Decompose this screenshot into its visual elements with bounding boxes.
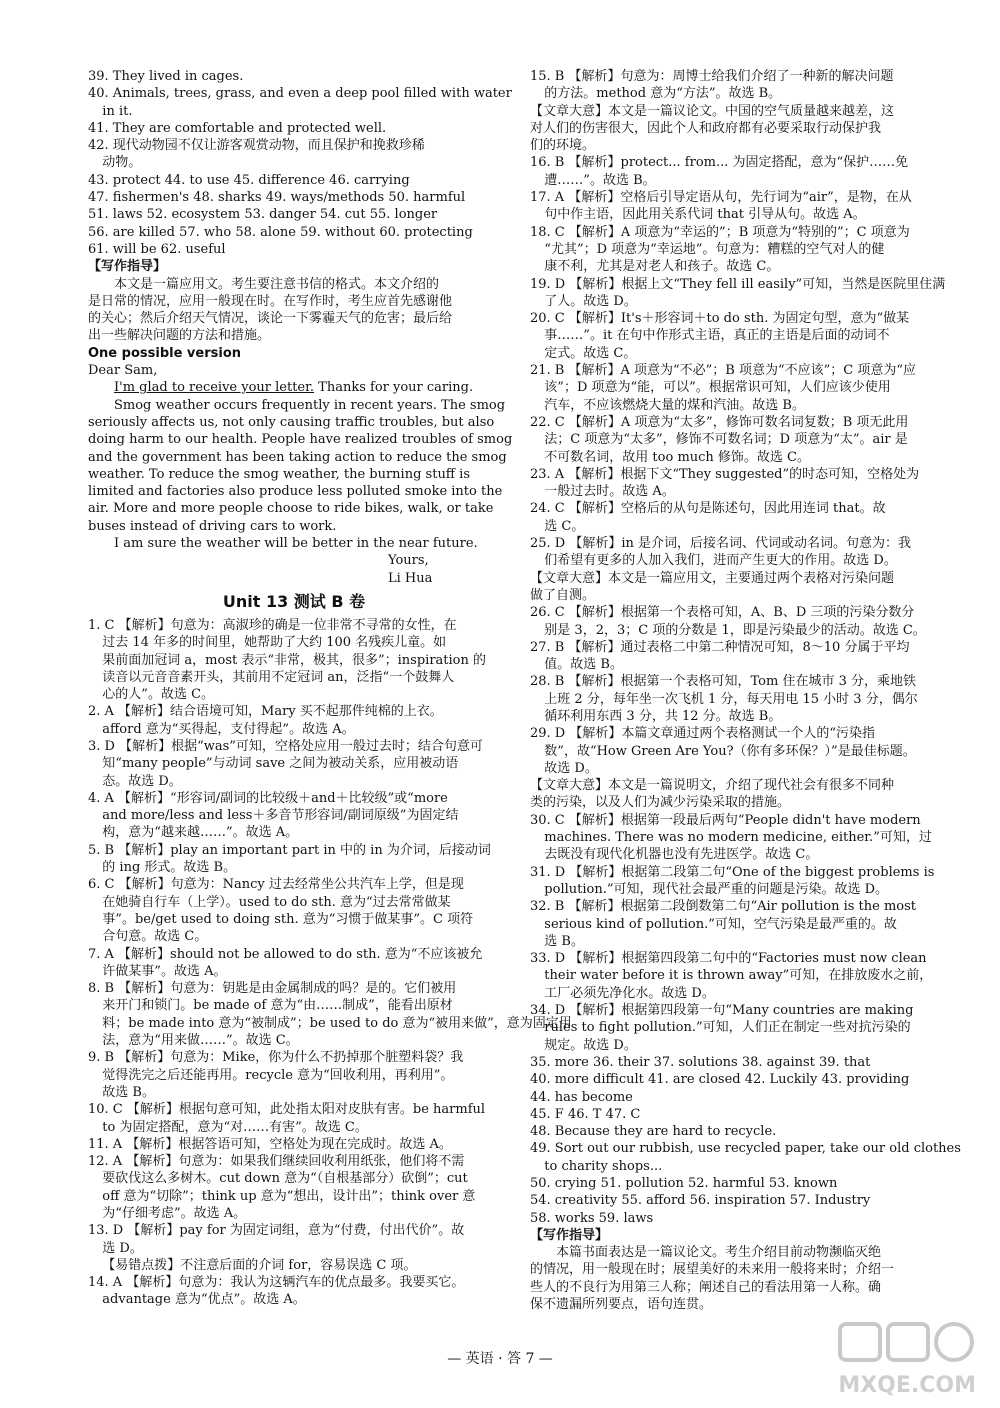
left-text-line: and the government has been taking action to reduce the smog [88,449,507,465]
left-text-line: 在她骑自行车（上学）。used to do sth. 意为“过去常常做某 [102,894,451,910]
right-text-line: pollution.”可知，现代社会最严重的问题是污染。故选 D。 [544,881,889,897]
left-text-line: 过去 14 年多的时间里，她帮助了大约 100 名残疾儿童。如 [102,635,447,651]
right-text-line: 31. D 【解析】根据第二段第二句“One of the biggest problems is [530,864,935,880]
left-text-line: 料；be made into 意为“被制成”；be used to do 意为“被用来做”，意为固定用 [102,1015,572,1031]
left-text-line: 法，意为“用来做……”。故选 C。 [102,1033,299,1049]
right-text-line: 【文章大意】本文是一篇说明文，介绍了现代社会有很多不同种 [530,778,895,794]
left-text-line: 【易错点拨】不注意后面的介词 for，容易误选 C 项。 [102,1257,417,1273]
right-text-line: 些人的不良行为用第三人称；阐述自己的看法用第一人称。确 [530,1279,882,1295]
left-text-line: 6. C 【解析】句意为：Nancy 过去经常坐公共汽车上学，但是现 [88,877,464,893]
right-text-line: 汽车，不应该燃烧大量的煤和汽油。故选 B。 [544,397,805,413]
left-text-line: 是日常的情况，应用一般现在时。在写作时，考生应首先感谢他 [88,293,453,309]
left-text-line: 为“仔细考虑”。故选 A。 [102,1206,247,1221]
right-text-line: 选 C。 [544,518,585,534]
left-text-line: 的 ing 形式。故选 B。 [102,860,237,876]
left-text-line: buses instead of driving cars to work. [88,518,337,534]
left-text-line: 7. A 【解析】should not be allowed to do sth. 意为“不应该被允 [88,946,483,962]
left-text-line: 14. A 【解析】句意为：我认为这辆汽车的优点最多。我要买它。 [88,1275,465,1291]
left-text-line: 合句意。故选 C。 [102,929,208,945]
left-text-line: 选 D。 [102,1240,143,1256]
left-text-line: 11. A 【解析】根据答语可知，空格处为现在完成时。故选 A。 [88,1136,452,1152]
left-text-line: and more/less and less＋多音节形容词/副词原级”为固定结 [102,808,459,824]
right-text-line: 15. B 【解析】句意为：周博士给我们介绍了一种新的解决问题 [530,69,894,84]
right-text-line: 24. C 【解析】空格后的从句是陈述句，因此用连词 that。故 [530,501,886,517]
left-text-line: 事”。be/get used to doing sth. 意为“习惯于做某事”。C 项符 [102,911,474,927]
left-text-line: off 意为“切除”；think up 意为“想出，设计出”；think over 意 [102,1188,476,1204]
left-text-line: in it. [102,103,133,119]
left-text-line: 要砍伐这么多树木。cut down 意为“（自根基部分）砍倒”；cut [102,1171,468,1187]
left-text-line: 56. are killed 57. who 58. alone 59. without 60. protecting [88,224,473,240]
right-text-line: 19. D 【解析】根据上文“They fell ill easily”可知，当然是医院里住满 [530,276,946,292]
left-text-line: Yours, [388,553,429,569]
right-text-line: 30. C 【解析】根据第一段最后两句“People didn't have modern [530,812,921,828]
left-text-line [88,379,500,396]
right-text-line: 20. C 【解析】It's＋形容词＋to do sth. 为固定句型，意为“做某 [530,311,910,327]
right-text-line: 40. more difficult 41. are closed 42. Luckily 43. providing [530,1072,910,1088]
right-text-line: 故选 D。 [544,760,598,776]
right-text-line: 类的污染，以及人们为减少污染采取的措施。 [530,795,791,811]
left-text-line: Li Hua [388,570,433,586]
left-text-line: 心的人”。故选 C。 [102,687,215,703]
right-text-line: 别是 3，2，3；C 项的分数是 1，即是污染最少的活动。故选 C。 [544,622,926,638]
right-text-line: 循环利用东西 3 分，共 12 分。故选 B。 [544,708,782,724]
right-text-line: 26. C 【解析】根据第一个表格可知，A、B、D 三项的污染分数分 [530,605,915,621]
left-text-line: 出一些解决问题的方法和措施。 [88,328,271,344]
right-text-line: 32. B 【解析】根据第二段倒数第二句“Air pollution is the most [530,899,917,915]
left-text-line: 觉得洗完之后还能再用。recycle 意为“回收利用，再利用”。 [102,1067,454,1083]
left-text-line: 读音以元音音素开头，其前用不定冠词 an，泛指“一个鼓舞人 [102,669,455,685]
right-text-line: 34. D 【解析】根据第四段第一句“Many countries are making [530,1003,914,1019]
right-text-line: 去既没有现代化机器也没有先进医学。故选 C。 [544,847,819,863]
left-text-line: Dear Sam, [88,363,158,379]
right-text-line: 们希望有更多的人加入我们，进而产生更大的作用。故选 D。 [544,553,897,569]
watermark-text: MXQE.COM [838,1373,976,1398]
watermark-logo [832,1318,982,1398]
right-text-line: 23. A 【解析】根据下文“They suggested”的时态可知，空格处为 [530,466,920,482]
left-text-line: One possible version [88,345,242,361]
left-text-line: 果前面加冠词 a，most 表示“非常，极其，很多”；inspiration 的 [102,652,487,668]
right-text-line: to charity shops... [544,1158,663,1174]
right-text-line: their water before it is thrown away”可知，在排放废水之前， [544,968,933,984]
left-text-line: 3. D 【解析】根据“was”可知，空格处应用一般过去时；结合句意可 [88,738,483,754]
left-text-line: 态。故选 D。 [102,773,182,789]
right-text-line: 数”，故“How Green Are You?（你有多环保？）”是最佳标题。 [544,743,916,759]
left-text-line: 4. A 【解析】“形容词/副词的比较级＋and＋比较级”或“more [88,790,448,806]
right-text-line: 遭……”。故选 B。 [544,172,656,188]
right-text-line: 44. has become [530,1089,633,1105]
left-text-line: 51. laws 52. ecosystem 53. danger 54. cut 55. longer [88,207,438,223]
right-text-line: 上班 2 分，每年坐一次飞机 1 分，每天用电 15 小时 3 分，偶尔 [544,691,918,707]
left-text-line: 61. will be 62. useful [88,241,226,257]
left-text-line: 动物。 [102,155,142,171]
left-text-line: 47. fishermen's 48. sharks 49. ways/methods 50. harmful [88,190,466,206]
left-text-line: 许做某事”。故选 A。 [102,963,227,979]
left-text-line: 13. D 【解析】pay for 为固定词组，意为“付费，付出代价”。故 [88,1223,465,1239]
right-text-line: 【写作指导】 [530,1227,609,1243]
left-text-line: afford 意为“买得起，支付得起”。故选 A。 [102,721,355,737]
section-heading: Unit 13 测试 B 卷 [222,591,366,611]
left-text-line: 本文是一篇应用文。考生要注意书信的格式。本文介绍的 [114,276,440,292]
right-text-line: 16. B 【解析】protect... from... 为固定搭配，意为“保护……免 [530,155,909,171]
right-text-line: 的情况，用一般现在时；展望美好的未来用一般将来时；介绍一 [530,1262,895,1278]
right-text-line: 27. B 【解析】通过表格二中第二种情况可知，8～10 分属于平均 [530,639,910,655]
left-text-line: 知“many people”与动词 save 之间为被动关系，应用被动语 [102,756,459,772]
left-text-line: 40. Animals, trees, grass, and even a deep pool filled with water [88,86,512,102]
right-text-line: 35. more 36. their 37. solutions 38. against 39. that [530,1054,871,1070]
left-text-line: 来开门和锁门。be made of 意为“由……制成”，能看出原材 [102,998,453,1014]
right-text-line: 做了自测。 [530,587,596,603]
left-text-line: air. More and more people choose to ride bikes, walk, or take [88,501,494,517]
right-text-line: 28. B 【解析】根据第一个表格可知，Tom 住在城市 3 分，乘地铁 [530,674,916,690]
right-text-line: 49. Sort out our rubbish, use recycled paper, take our old clothes [530,1141,961,1157]
right-text-line: 们的环境。 [530,138,596,154]
right-text-line: rules to fight pollution.”可知，人们正在制定一些对抗污染的 [544,1020,911,1036]
right-text-line: 工厂必须先净化水。故选 D。 [544,985,715,1001]
left-text-line: 12. A 【解析】句意为：如果我们继续回收利用纸张，他们将不需 [88,1154,465,1170]
right-text-line: 的方法。method 意为“方法”。故选 B。 [544,86,782,102]
right-text-line: 29. D 【解析】本篇文章通过两个表格测试一个人的“污染指 [530,726,876,742]
left-text-line: 2. A 【解析】结合语境可知，Mary 买不起那件纯棉的上衣。 [88,704,443,720]
right-text-line: machines. There was no modern medicine, either.”可知，过 [544,830,932,846]
right-text-line: 25. D 【解析】in 是介词，后接名词、代词或动名词。句意为：我 [530,536,912,552]
right-text-line: 21. B 【解析】A 项意为“不必”；B 项意为“不应该”；C 项意为“应 [530,363,917,379]
right-text-line: 值。故选 B。 [544,657,623,673]
right-text-line: 不可数名词，故用 too much 修饰。故选 C。 [544,449,811,465]
left-text-line: 42. 现代动物园不仅让游客观赏动物，而且保护和挽救珍稀 [88,138,425,154]
right-text-line: serious kind of pollution.”可知，空气污染是最严重的。故 [544,916,897,932]
right-text-line: 17. A 【解析】空格后引导定语从句，先行词为“air”，是物，在从 [530,190,912,206]
left-text-line: 【写作指导】 [88,259,167,275]
right-text-line: 对人们的伤害很大，因此个人和政府都有必要采取行动保护我 [530,120,882,136]
right-text-line: 定式。故选 C。 [544,345,637,361]
underlined-sentence: I'm glad to receive your letter. [114,380,315,396]
left-text-line: to 为固定搭配，意为“对……有害”。故选 C。 [102,1119,368,1135]
right-text-line: 50. crying 51. pollution 52. harmful 53. known [530,1176,838,1191]
right-text-line: 康不利，尤其是对老人和孩子。故选 C。 [544,259,780,275]
left-text-line: limited and factories also produce less polluted smoke into the [88,484,503,500]
left-text-line: weather. To reduce the smog weather, the burning stuff is [88,466,471,482]
left-text-line: 故选 B。 [102,1084,155,1100]
left-text-line: seriously affects us, not only causing traffic troubles, but also [88,414,495,430]
right-text-line: 选 B。 [544,933,584,949]
left-text-line: 的关心；然后介绍天气情况，谈论一下雾霾天气的危害；最后给 [88,311,453,327]
sentence: Thanks for your caring. [314,380,474,396]
left-text-line: 41. They are comfortable and protected well. [88,120,387,136]
right-text-line: 规定。故选 D。 [544,1037,637,1053]
left-text-line: advantage 意为“优点”。故选 A。 [102,1292,306,1308]
left-text-line: 构，意为“越来越……”。故选 A。 [102,825,299,841]
right-text-line: 【文章大意】本文是一篇议论文。中国的空气质量越来越差，这 [530,103,895,119]
right-text-line: 33. D 【解析】根据第四段第二句中的“Factories must now clean [530,951,927,967]
left-text-line: 5. B 【解析】play an important part in 中的 in 为介词，后接动词 [88,842,491,858]
left-text-line: I am sure the weather will be better in the near future. [114,536,478,552]
right-text-line: 45. F 46. T 47. C [530,1106,641,1122]
right-text-line: 本篇书面表达是一篇议论文。考生介绍目前动物濒临灭绝 [556,1245,882,1261]
right-text-line: 句中作主语，因此用关系代词 that 引导从句。故选 A。 [544,207,866,223]
right-text-line: 了人。故选 D。 [544,293,637,309]
right-text-line: 18. C 【解析】A 项意为“幸运的”；B 项意为“特别的”；C 项意为 [530,224,910,240]
right-text-line: 22. C 【解析】A 项意为“太多”，修饰可数名词复数；B 项无此用 [530,414,909,430]
right-text-line: 一般过去时。故选 A。 [544,484,675,500]
right-column [530,68,961,1313]
page-footer: — 英语 · 答 7 — [447,1351,553,1367]
left-text-line: 9. B 【解析】句意为：Mike，你为什么不扔掉那个脏塑料袋？我 [88,1050,464,1066]
right-text-line: 【文章大意】本文是一篇应用文，主要通过两个表格对污染问题 [530,570,895,586]
right-text-line: 法；C 项意为“太多”，修饰不可数名词；D 项意为“太”。air 是 [544,432,908,448]
left-text-line: doing harm to our health. People have realized troubles of smog [88,432,513,448]
left-text-line: 43. protect 44. to use 45. difference 46. carrying [88,172,410,188]
right-text-line: 48. Because they are hard to recycle. [530,1124,777,1140]
right-text-line: 58. works 59. laws [530,1210,654,1226]
right-text-line: 该”；D 项意为“能，可以”。根据常识可知，人们应该少使用 [544,380,891,396]
left-text-line: 8. B 【解析】句意为：钥匙是由金属制成的吗？是的。它们被用 [88,981,457,997]
left-text-line: 39. They lived in cages. [88,69,244,84]
right-text-line: 事……”。it 在句中作形式主语，真正的主语是后面的动词不 [544,328,890,344]
left-text-line: Smog weather occurs frequently in recent years. The smog [114,397,506,413]
right-text-line: 54. creativity 55. afford 56. inspiration 57. Industry [530,1193,871,1209]
right-text-line: 保不遗漏所列要点，语句连贯。 [530,1297,713,1313]
left-text-line: 1. C 【解析】句意为：高淑珍的确是一位非常不寻常的女性，在 [88,617,457,633]
left-text-line: 10. C 【解析】根据句意可知，此处指太阳对皮肤有害。be harmful [88,1102,486,1118]
right-text-line: “尤其”；D 项意为“幸运地”。句意为：糟糕的空气对人的健 [544,241,885,257]
